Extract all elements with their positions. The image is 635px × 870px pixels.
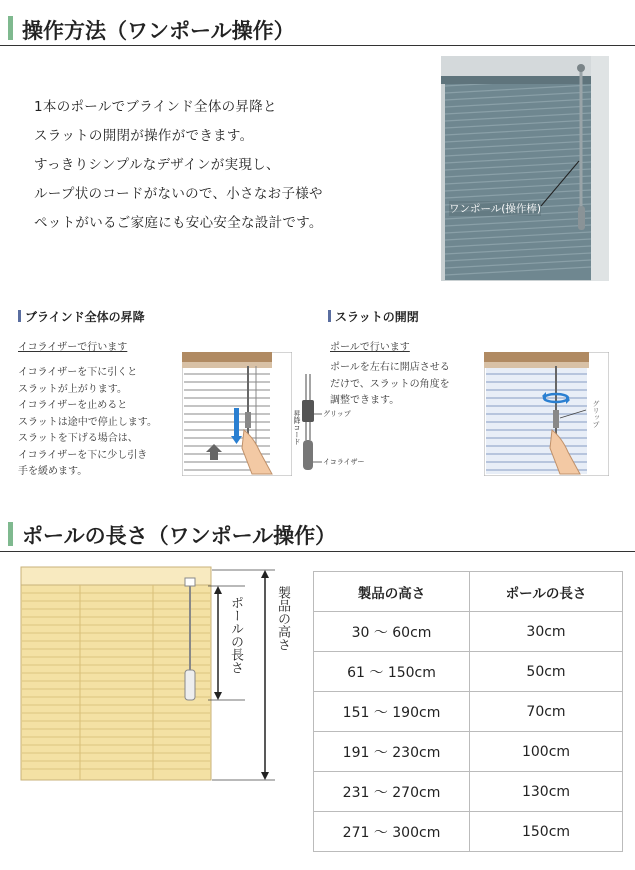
section-accent-bar bbox=[8, 16, 13, 40]
intro-line: ループ状のコードがないので、小さなお子様や bbox=[34, 186, 323, 202]
table-row bbox=[314, 772, 623, 812]
lift-line: イコライザーを止めると bbox=[18, 400, 128, 411]
lift-link[interactable]: イコライザーで行います bbox=[18, 342, 128, 353]
slat-line: 調整できます。 bbox=[330, 395, 400, 406]
table-cell: 50cm bbox=[470, 652, 623, 692]
table-cell: 150cm bbox=[470, 812, 623, 852]
lift-line: スラットは途中で停止します。 bbox=[18, 416, 157, 428]
section-title-operation: 操作方法（ワンポール操作） bbox=[22, 19, 295, 43]
intro-line: スラットの開閉が操作ができます。 bbox=[34, 128, 254, 144]
table-cell: 191 〜 230cm bbox=[314, 732, 470, 772]
table-header-cell: 製品の高さ bbox=[314, 572, 470, 612]
lift-line: スラットを下げる場合は、 bbox=[18, 433, 138, 444]
cord-label: 昇降コード bbox=[293, 410, 301, 445]
lift-line: イコライザーを下に少し引き bbox=[18, 449, 148, 461]
slat-line: だけで、スラットの角度を bbox=[330, 378, 450, 390]
lift-illustration-graphic bbox=[182, 352, 292, 476]
section-title-pole-length: ポールの長さ（ワンポール操作） bbox=[22, 524, 337, 548]
grip-label: グリップ bbox=[323, 410, 351, 418]
intro-line: 1本のポールでブラインド全体の昇降と bbox=[34, 99, 277, 115]
slat-illustration bbox=[484, 352, 609, 476]
table-cell: 61 〜 150cm bbox=[314, 652, 470, 692]
table-row bbox=[314, 612, 623, 652]
table-header-row bbox=[314, 572, 623, 612]
lift-title-mark bbox=[18, 310, 21, 322]
table-header-cell: ポールの長さ bbox=[470, 572, 623, 612]
slat-grip-label: グリップ bbox=[592, 400, 600, 428]
lift-line: 手を緩めます。 bbox=[18, 466, 88, 477]
lift-title-text: ブラインド全体の昇降 bbox=[25, 310, 145, 324]
section-accent-bar bbox=[8, 522, 13, 546]
blind-photo bbox=[441, 56, 609, 281]
table-row bbox=[314, 652, 623, 692]
slat-title-mark bbox=[328, 310, 331, 322]
table-cell: 130cm bbox=[470, 772, 623, 812]
lift-line: スラットが上がります。 bbox=[18, 383, 127, 395]
intro-text bbox=[34, 93, 323, 238]
table-row bbox=[314, 812, 623, 852]
slat-link[interactable]: ポールで行います bbox=[330, 342, 410, 353]
slat-title-text: スラットの開閉 bbox=[335, 310, 419, 324]
table-row bbox=[314, 732, 623, 772]
blind-photo-graphic bbox=[441, 56, 609, 281]
lift-line: イコライザーを下に引くと bbox=[18, 367, 138, 378]
table-cell: 231 〜 270cm bbox=[314, 772, 470, 812]
table-cell: 30 〜 60cm bbox=[314, 612, 470, 652]
pole-length-label: ポールの長さ bbox=[228, 596, 243, 674]
intro-line: すっきりシンプルなデザインが実現し、 bbox=[34, 157, 280, 173]
table-cell: 151 〜 190cm bbox=[314, 692, 470, 732]
pole-length-diagram bbox=[20, 566, 310, 786]
slat-description bbox=[330, 360, 450, 410]
pole-length-graphic bbox=[20, 566, 310, 786]
section-header-pole-length bbox=[0, 510, 635, 552]
slat-line: ポールを左右に開店させる bbox=[330, 362, 450, 373]
table-cell: 271 〜 300cm bbox=[314, 812, 470, 852]
product-height-label: 製品の高さ bbox=[275, 586, 290, 651]
photo-label: ワンポール(操作棒) bbox=[449, 203, 541, 215]
slat-title bbox=[328, 308, 419, 325]
equalizer-label: イコライザー bbox=[323, 458, 365, 466]
intro-line: ペットがいるご家庭にも安心安全な設計です。 bbox=[34, 215, 323, 231]
table-row bbox=[314, 692, 623, 732]
table-cell: 70cm bbox=[470, 692, 623, 732]
table-cell: 100cm bbox=[470, 732, 623, 772]
lift-description bbox=[18, 365, 157, 481]
lift-title bbox=[18, 308, 145, 325]
pole-length-table bbox=[313, 571, 623, 852]
lift-illustration bbox=[182, 352, 292, 476]
table-cell: 30cm bbox=[470, 612, 623, 652]
section-header-operation bbox=[0, 0, 635, 46]
